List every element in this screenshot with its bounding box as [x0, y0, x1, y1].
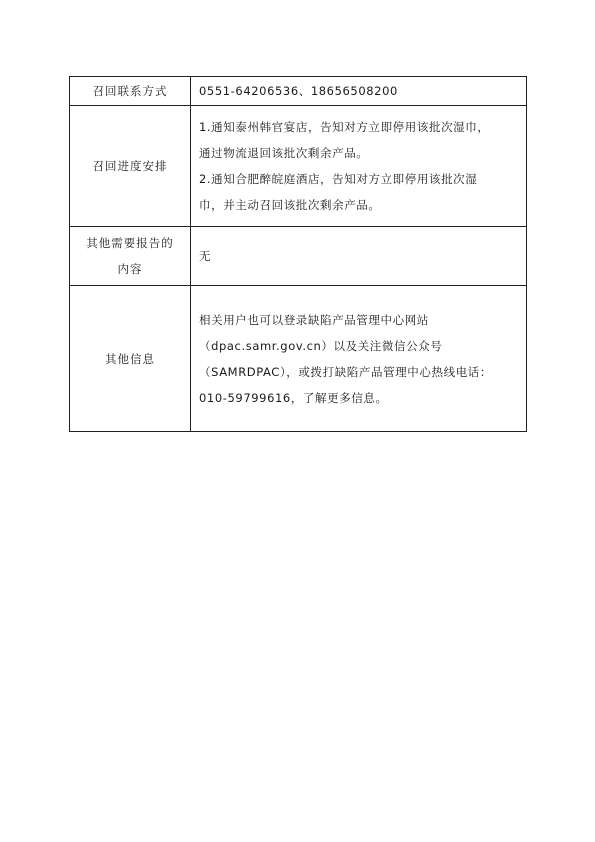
contact-value: 0551-64206536、18656508200 [191, 77, 527, 106]
table-row-contact [70, 77, 527, 106]
other-report-label-line-2: 内容 [117, 262, 143, 276]
other-report-value: 无 [191, 227, 527, 286]
progress-line-4: 巾，并主动召回该批次剩余产品。 [199, 198, 381, 212]
other-info-line-1: 相关用户也可以登录缺陷产品管理中心网站 [199, 312, 429, 327]
progress-line-3: 2.通知合肥醉皖庭酒店，告知对方立即停用该批次湿 [199, 172, 478, 186]
other-report-label-line-1: 其他需要报告的 [86, 236, 174, 250]
progress-value [191, 106, 527, 227]
table-row-other-report [70, 227, 527, 286]
table-row-other-info [70, 286, 527, 432]
other-info-value [191, 286, 527, 432]
progress-line-2: 通过物流退回该批次剩余产品。 [199, 146, 369, 160]
progress-label: 召回进度安排 [70, 106, 191, 227]
progress-line-1: 1.通知泰州韩官宴店，告知对方立即停用该批次湿巾， [199, 120, 490, 134]
other-info-label: 其他信息 [70, 286, 191, 432]
other-info-line-3: （SAMRDPAC），或拨打缺陷产品管理中心热线电话： [199, 364, 492, 379]
table-row-progress [70, 106, 527, 227]
other-info-line-4: 010-59799616，了解更多信息。 [199, 390, 388, 405]
contact-label: 召回联系方式 [70, 77, 191, 106]
other-report-label [70, 227, 191, 286]
recall-info-table [69, 76, 527, 432]
other-info-line-2: （dpac.samr.gov.cn）以及关注微信公众号 [199, 338, 443, 353]
